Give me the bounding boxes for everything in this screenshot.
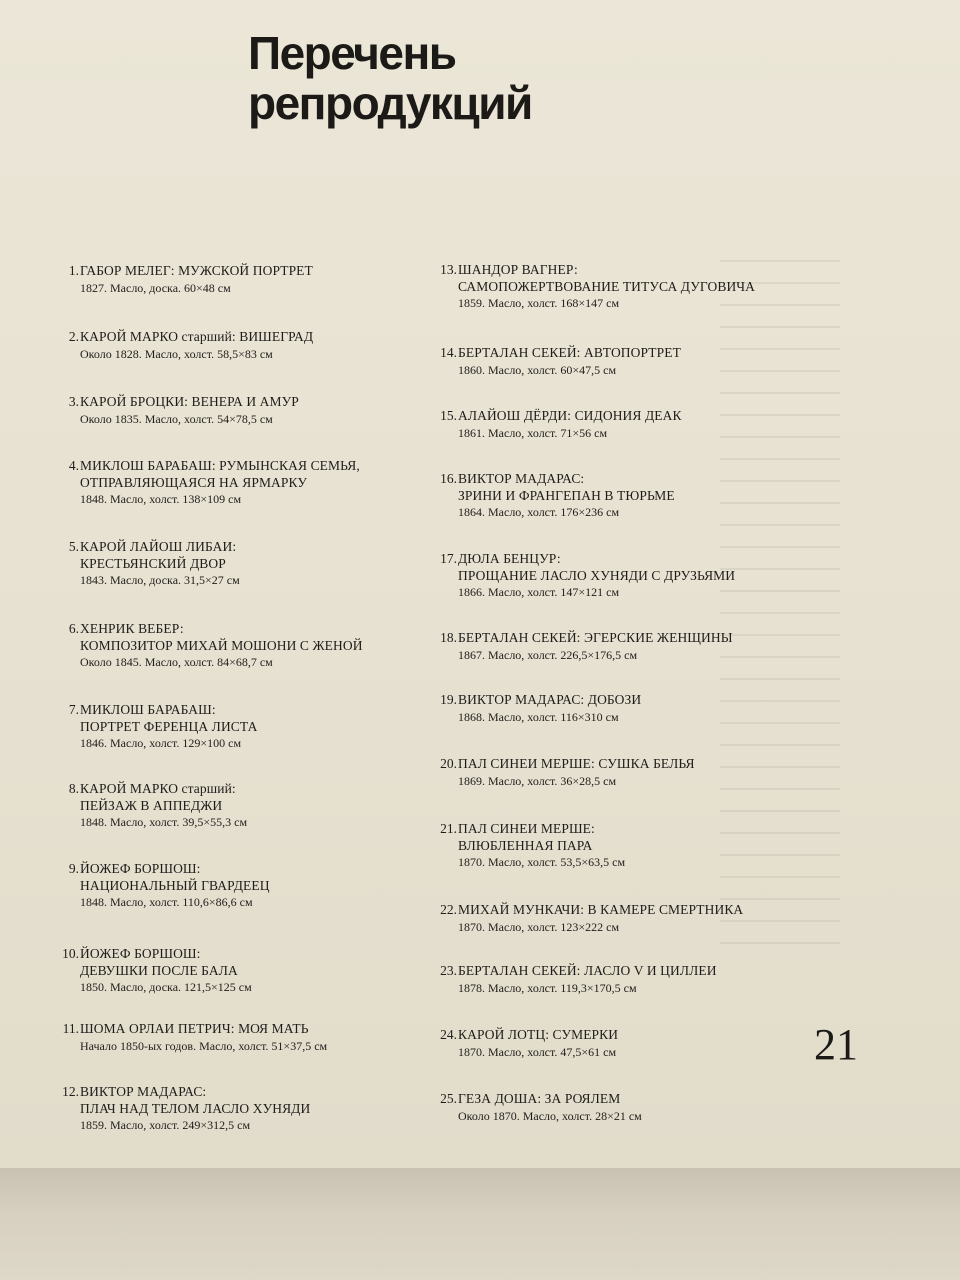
item-details: 1848. Масло, холст. 110,6×86,6 см: [80, 895, 253, 909]
item-details: 1848. Масло, холст. 39,5×55,3 см: [80, 815, 248, 829]
item-number: 17.: [440, 551, 457, 566]
item-details: Около 1870. Масло, холст. 28×21 см: [458, 1108, 642, 1123]
item-title-line: КАРОЙ БРОЦКИ: ВЕНЕРА И АМУР: [80, 394, 299, 409]
item-details: 1827. Масло, доска. 60×48 см: [80, 280, 231, 295]
item-title-line: ЗРИНИ И ФРАНГЕПАН В ТЮРЬМЕ: [458, 487, 675, 503]
item-title-line: КРЕСТЬЯНСКИЙ ДВОР: [80, 555, 226, 571]
item-details: 1868. Масло, холст. 116×310 см: [458, 709, 619, 724]
item-title-line: БЕРТАЛАН СЕКЕЙ: ЛАСЛО V И ЦИЛЛЕИ: [458, 963, 717, 978]
item-number: 6.: [68, 621, 79, 636]
item-number: 4.: [68, 458, 79, 473]
item-details: 1866. Масло, холст. 147×121 см: [458, 585, 620, 599]
item-details: 1870. Масло, холст. 123×222 см: [458, 919, 620, 934]
item-title-line: МИХАЙ МУНКАЧИ: В КАМЕРЕ СМЕРТНИКА: [458, 902, 744, 917]
item-title-line: ПАЛ СИНЕИ МЕРШЕ: СУШКА БЕЛЬЯ: [458, 756, 695, 771]
item-details: 1848. Масло, холст. 138×109 см: [80, 492, 242, 506]
item-title-line: АЛАЙОШ ДЁРДИ: СИДОНИЯ ДЕАК: [458, 408, 682, 423]
item-details: 1878. Масло, холст. 119,3×170,5 см: [458, 980, 637, 995]
item-details: 1859. Масло, холст. 168×147 см: [458, 296, 620, 310]
item-title-line: ПАЛ СИНЕИ МЕРШЕ:: [458, 821, 595, 836]
item-number: 16.: [440, 471, 457, 486]
item-title-line: ВЛЮБЛЕННАЯ ПАРА: [458, 837, 593, 853]
item-number: 11.: [62, 1021, 79, 1036]
item-number: 15.: [440, 408, 457, 423]
title-line-2: репродукций: [248, 77, 532, 129]
item-details: 1861. Масло, холст. 71×56 см: [458, 425, 608, 440]
item-title-line: ПРОЩАНИЕ ЛАСЛО ХУНЯДИ С ДРУЗЬЯМИ: [458, 567, 736, 583]
item-number: 14.: [440, 345, 457, 360]
item-details: 1867. Масло, холст. 226,5×176,5 см: [458, 647, 638, 662]
item-number: 22.: [440, 902, 457, 917]
page-number: 21: [814, 1020, 858, 1069]
item-title-line: ДЕВУШКИ ПОСЛЕ БАЛА: [80, 962, 238, 978]
item-number: 8.: [68, 781, 79, 796]
item-title-line: ДЮЛА БЕНЦУР:: [458, 551, 561, 566]
item-number: 10.: [62, 946, 79, 961]
item-number: 24.: [440, 1027, 457, 1042]
item-details: 1846. Масло, холст. 129×100 см: [80, 736, 242, 750]
item-title-line: ШОМА ОРЛАИ ПЕТРИЧ: МОЯ МАТЬ: [80, 1021, 309, 1036]
item-number: 7.: [68, 702, 79, 717]
item-title-line: ЙОЖЕФ БОРШОШ:: [80, 946, 201, 961]
item-title-line: ВИКТОР МАДАРАС:: [458, 471, 585, 486]
item-details: 1870. Масло, холст. 47,5×61 см: [458, 1044, 617, 1059]
item-details: 1843. Масло, доска. 31,5×27 см: [80, 573, 240, 587]
item-title-line: ВИКТОР МАДАРАС:: [80, 1084, 207, 1099]
item-number: 9.: [68, 861, 79, 876]
item-number: 18.: [440, 630, 457, 645]
item-details: Около 1835. Масло, холст. 54×78,5 см: [80, 411, 273, 426]
item-number: 23.: [440, 963, 457, 978]
item-title-line: ГЕЗА ДОША: ЗА РОЯЛЕМ: [458, 1091, 621, 1106]
item-details: 1870. Масло, холст. 53,5×63,5 см: [458, 855, 626, 869]
item-title-line: БЕРТАЛАН СЕКЕЙ: АВТОПОРТРЕТ: [458, 345, 681, 360]
item-title-line: НАЦИОНАЛЬНЫЙ ГВАРДЕЕЦ: [80, 877, 270, 893]
item-title-line: ОТПРАВЛЯЮЩАЯСЯ НА ЯРМАРКУ: [80, 474, 307, 490]
item-title-line: МИКЛОШ БАРАБАШ:: [80, 702, 216, 717]
item-details: 1864. Масло, холст. 176×236 см: [458, 505, 620, 519]
item-number: 20.: [440, 756, 457, 771]
item-details: 1869. Масло, холст. 36×28,5 см: [458, 773, 617, 788]
item-title-line: ПОРТРЕТ ФЕРЕНЦА ЛИСТА: [80, 718, 258, 734]
item-title-line: КАРОЙ ЛАЙОШ ЛИБАИ:: [80, 539, 237, 554]
item-details: 1850. Масло, доска. 121,5×125 см: [80, 980, 252, 994]
item-title-line: ВИКТОР МАДАРАС: ДОБОЗИ: [458, 692, 642, 707]
item-title-line: ПЛАЧ НАД ТЕЛОМ ЛАСЛО ХУНЯДИ: [80, 1100, 311, 1116]
table-surface: [0, 1168, 960, 1280]
item-number: 3.: [68, 394, 79, 409]
item-number: 19.: [440, 692, 457, 707]
item-title-line: БЕРТАЛАН СЕКЕЙ: ЭГЕРСКИЕ ЖЕНЩИНЫ: [458, 630, 733, 645]
item-number: 2.: [68, 329, 79, 344]
item-title-line: КАРОЙ ЛОТЦ: СУМЕРКИ: [458, 1027, 619, 1042]
item-title-line: МИКЛОШ БАРАБАШ: РУМЫНСКАЯ СЕМЬЯ,: [80, 458, 360, 473]
item-title-line: ХЕНРИК ВЕБЕР:: [80, 621, 184, 636]
item-title-line: КОМПОЗИТОР МИХАЙ МОШОНИ С ЖЕНОЙ: [80, 637, 363, 653]
item-details: 1859. Масло, холст. 249×312,5 см: [80, 1118, 251, 1132]
item-title-line: КАРОЙ МАРКО старший:: [80, 781, 236, 796]
item-title-line: ЙОЖЕФ БОРШОШ:: [80, 861, 201, 876]
item-title-line: ГАБОР МЕЛЕГ: МУЖСКОЙ ПОРТРЕТ: [80, 263, 313, 278]
item-title-line: ПЕЙЗАЖ В АППЕДЖИ: [80, 797, 223, 813]
item-number: 5.: [68, 539, 79, 554]
item-number: 25.: [440, 1091, 457, 1106]
item-number: 21.: [440, 821, 457, 836]
show-through-text: [720, 260, 840, 960]
item-details: Около 1828. Масло, холст. 58,5×83 см: [80, 346, 273, 361]
item-number: 1.: [68, 263, 79, 278]
item-title-line: САМОПОЖЕРТВОВАНИЕ ТИТУСА ДУГОВИЧА: [458, 278, 756, 294]
item-number: 12.: [62, 1084, 79, 1099]
item-number: 13.: [440, 262, 457, 277]
item-details: Начало 1850-ых годов. Масло, холст. 51×37,5 см: [80, 1038, 328, 1053]
page-title: [248, 28, 532, 128]
item-details: Около 1845. Масло, холст. 84×68,7 см: [80, 655, 273, 669]
item-details: 1860. Масло, холст. 60×47,5 см: [458, 362, 617, 377]
item-title-line: КАРОЙ МАРКО старший: ВИШЕГРАД: [80, 329, 314, 344]
item-title-line: ШАНДОР ВАГНЕР:: [458, 262, 578, 277]
title-line-1: Перечень: [248, 27, 456, 79]
